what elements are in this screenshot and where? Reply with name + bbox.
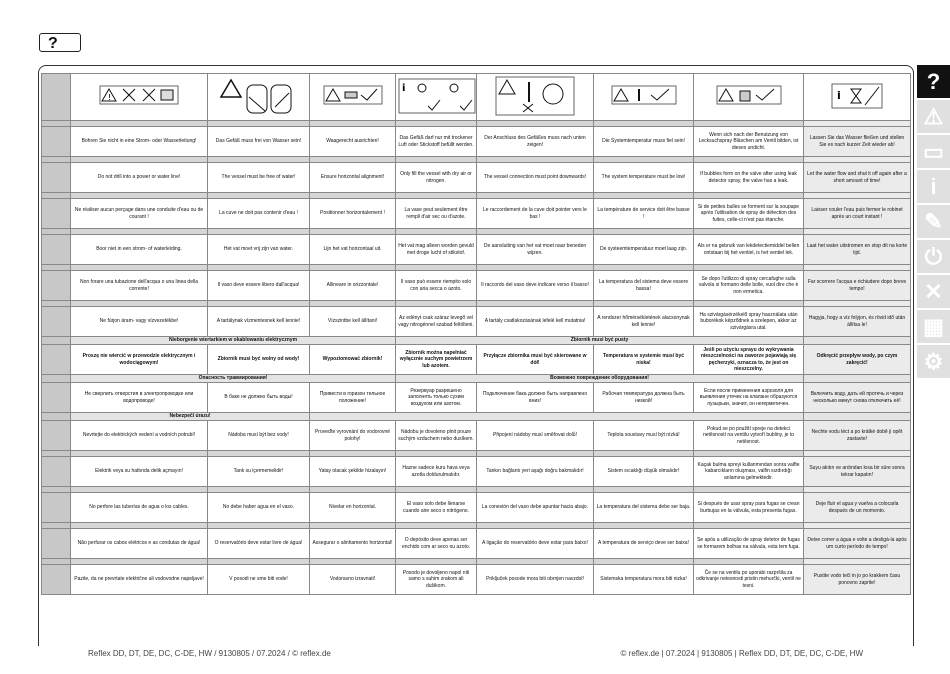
fill-gas-icon-cell (396, 74, 477, 121)
gutter (42, 345, 71, 375)
table-cell: Не сверлить отверстия в электропроводке или водопроводе! (71, 383, 208, 413)
leak-detector-spray-icon (716, 85, 782, 107)
table-cell: Nivelar en horizontal. (310, 493, 396, 523)
table-cell: Lassen Sie das Wasser fließen und stellen Sie es nach kurzer Zeit wieder ab! (804, 127, 911, 157)
table-cell: Připojení nádoby musí směřovat dolů! (477, 421, 594, 451)
gutter (42, 307, 71, 337)
table-cell: Jeśli po użyciu sprayu do wykrywania nieszczelności na zaworze pojawiają się pęcherzyki, oznacza to, że jest on nieszczelny. (694, 345, 804, 375)
table-row (42, 163, 911, 193)
table-cell: Lijn het vat horizontaal uit. (310, 235, 396, 265)
table-cell: Sistemska temperatura mora biti nizka! (594, 565, 694, 595)
empty-vessel-icon-cell (208, 74, 310, 121)
table-cell: Przyłącze zbiornika musi być skierowane w dół! (477, 345, 594, 375)
level-icon-cell (310, 74, 396, 121)
table-cell: O depósito deve apenas ser enchido com ar seco ou azoto. (396, 529, 477, 559)
table-cell: Laisser couler l'eau puis fermer le robinet après un court instant ! (804, 199, 911, 229)
table-cell: Als er na gebruik van lekdetectiemiddel bellen ontstaan bij het ventiel, is het ventiel lek. (694, 235, 804, 265)
water-flow-icon-cell (804, 74, 911, 121)
damage-warning-label (310, 413, 804, 421)
table-cell: Allineare in orizzontale! (310, 271, 396, 301)
table-cell: Nechte vodu téct a po krátké době ji opět zastavte! (804, 421, 911, 451)
table-cell: Se dopo l'utilizzo di spray cercafughe sulla valvola si formano delle bolle, vuol dire che è non ermetica. (694, 271, 804, 301)
table-cell: Proszę nie wiercić w przewodzie elektrycznym i wodociągowym! (71, 345, 208, 375)
table-cell: La cuve ne doit pas contenir d'eau ! (208, 199, 310, 229)
gutter (42, 271, 71, 301)
question-badge: ? (39, 33, 81, 52)
table-cell: В баке не должно быть воды! (208, 383, 310, 413)
table-cell: Only fill the vessel with dry air or nitrogen. (396, 163, 477, 193)
table-row (42, 235, 911, 265)
table-cell: Posodo je dovoljeno napol niti samo s suhim zrakom ali dušikom. (396, 565, 477, 595)
table-cell: Hagyja, hogy a víz folyjon, és rövid idő után állítsa le! (804, 307, 911, 337)
svg-text:i: i (837, 88, 841, 102)
water-flow-timer-icon (831, 83, 883, 109)
table-cell: Far scorrere l'acqua e richiudere dopo breve tempo! (804, 271, 911, 301)
table-row (42, 271, 911, 301)
table-row (42, 421, 911, 451)
table-cell: La conexión del vaso debe apuntar hacia abajo. (477, 493, 594, 523)
table-cell: Включить воду, дать ей протечь и через несколько минут снова отключить её! (804, 383, 911, 413)
gutter (42, 337, 71, 345)
table-cell: Suyu akıtın ve ardından kısa bir süre sonra tekrar kapatın! (804, 457, 911, 487)
table-row (42, 307, 911, 337)
table-row (42, 345, 911, 375)
table-cell: Assegurar o alinhamento horizontal! (310, 529, 396, 559)
table-cell: If bubbles form on the valve after using leak detector spray, the valve has a leak. (694, 163, 804, 193)
table-cell: Nádobu je dovoleno plnit pouze suchým vzduchem nebo dusíkem. (396, 421, 477, 451)
table-cell: Se após a utilização de spray detetor de fugas se formarem bolhas na válvula, esta tem fuga. (694, 529, 804, 559)
gutter (42, 235, 71, 265)
table-cell: A tartálynak vízmentesnek kell lennie! (208, 307, 310, 337)
gutter (42, 163, 71, 193)
table-cell: Рабочая температура должна быть низкой! (594, 383, 694, 413)
table-cell: Priključek posode mora biti obrnjen navzdol! (477, 565, 594, 595)
table-cell: La température de service doit être basse ! (594, 199, 694, 229)
table-cell: Boor niet in een strom- of waterleiding. (71, 235, 208, 265)
table-cell: Pazite, da ne prevrtate električne ali vodovodne napeljave! (71, 565, 208, 595)
gutter (42, 421, 71, 451)
table-cell: Hazne sadece kuru hava veya azotla doldurulmalıdır. (396, 457, 477, 487)
table-cell: La temperatura del sistema debe ser baja. (594, 493, 694, 523)
table-cell: Il vaso deve essere libero dall'acqua! (208, 271, 310, 301)
gutter (42, 529, 71, 559)
table-cell: Deixe correr a água e volte a desligá-la após um curto período de tempo! (804, 529, 911, 559)
label-cell (804, 375, 911, 383)
table-cell: Waagerecht ausrichten! (310, 127, 396, 157)
table-cell: Der Anschluss des Gefäßes muss nach unten zeigen! (477, 127, 594, 157)
warning-icon[interactable]: ⚠ (917, 100, 950, 133)
wrench-icon[interactable]: ✎ (917, 205, 950, 238)
gutter (42, 74, 71, 121)
gutter (42, 413, 71, 421)
table-cell: Die Systemtemperatur muss fiel sein! (594, 127, 694, 157)
table-cell: El vaso solo debe llenarse cuando aire seco o nitrógeno. (396, 493, 477, 523)
table-cell: Il raccordo del vaso deve indicare verso il basso! (477, 271, 594, 301)
table-cell: Het vat mag alleen worden gevuld met droge lucht of stikstof. (396, 235, 477, 265)
table-row (42, 383, 911, 413)
svg-text:!: ! (108, 92, 112, 102)
connection-down-icon (495, 76, 575, 116)
table-cell: Ne réaliser aucun perçage dans une conduite d'eau ou de courant ! (71, 199, 208, 229)
table-cell: Привести в горизон тельное положение! (310, 383, 396, 413)
table-cell: A tartály csatlakozásának lefelé kell mutatnia! (477, 307, 594, 337)
table-cell: Ha szivárgásérzékelő spray használata után buborékok képződnek a szelepen, akkor az szivárgásra utal. (694, 307, 804, 337)
table-cell: Nevrtejte do elektrických vedení a vodních potrubí! (71, 421, 208, 451)
table-cell: Если после применения аэрозоля для выявления утечек на клапане образуются пузырьки, значит, он негерметичен. (694, 383, 804, 413)
table-cell: La temperatura del sistema deve essere bassa! (594, 271, 694, 301)
table-cell: Nádoba musí být bez vody! (208, 421, 310, 451)
table-cell: Temperatura w systemie musi być niska! (594, 345, 694, 375)
table-cell: A temperatura de serviço deve ser baixa! (594, 529, 694, 559)
gutter (42, 457, 71, 487)
warning-label-row (42, 375, 911, 383)
gutter (42, 493, 71, 523)
table-cell: Ensure horizontal alignment! (310, 163, 396, 193)
table-cell: Le raccordement de la cuve doit pointer vers le bas ! (477, 199, 594, 229)
table-cell: Deje fluir el agua y vuelva a colocarla después de un momento. (804, 493, 911, 523)
table-cell: Pokud se po použití spreje na detekci netěsností na ventilu vytvoří bubliny, je to netěsnost. (694, 421, 804, 451)
low-temperature-icon (611, 85, 677, 107)
injury-warning-label: Опасность травмирования! (71, 375, 396, 383)
empty-vessel-icon (219, 77, 299, 115)
safety-instructions-table (41, 73, 911, 595)
injury-warning-label: Nieborgenie wiertarkiem w okablowaniu elektrycznym (71, 337, 396, 345)
table-cell: Laat het water uitstromen en stop dit na korte tijd. (804, 235, 911, 265)
table-cell: The vessel must be free of water! (208, 163, 310, 193)
icon-header-row (42, 74, 911, 121)
table-cell: Das Gefäß darf nur mit trockener Luft oder Stickstoff befüllt werden. (396, 127, 477, 157)
label-cell (804, 337, 911, 345)
table-row (42, 457, 911, 487)
info-icon[interactable]: i (917, 170, 950, 203)
injury-warning-label: Nebezpečí úrazu! (71, 413, 310, 421)
table-cell: Vodoravno izravnati! (310, 565, 396, 595)
recycle-bin-icon[interactable]: ▦ (917, 310, 950, 343)
table-cell: Het vat moet vrij zijn van water. (208, 235, 310, 265)
table-cell: Zbiornik musi być wolny od wody! (208, 345, 310, 375)
table-cell: La vase peut seulement être rempli d'air sec ou d'azote. (396, 199, 477, 229)
drill-line-warning-icon (99, 85, 179, 107)
gutter (42, 383, 71, 413)
gear-person-icon[interactable]: ⚙ (917, 345, 950, 378)
table-cell: Wenn sich nach der Benutzung von Lecksuchspray Bläschen am Ventil bilden, ist dieses undicht. (694, 127, 804, 157)
gutter (42, 375, 71, 383)
table-cell: Kaçak bulma spreyi kullanmından sonra valfte kabarcıkların oluşması, valfin sızdırdığı anlamına gelmektedir. (694, 457, 804, 487)
table-row (42, 565, 911, 595)
table-cell: A rendszer hőmérsékletének alacsonynak kell lennie! (594, 307, 694, 337)
table-cell: No perfore las tuberías de agua o los cables. (71, 493, 208, 523)
table-cell: O reservatório deve estar livre de água! (208, 529, 310, 559)
damage-warning-label: Zbiornik musi być pusty (396, 337, 804, 345)
table-cell: Odkręcić przepływ wody, po czym zakręcić! (804, 345, 911, 375)
svg-text:i: i (402, 82, 406, 94)
table-row (42, 529, 911, 559)
table-cell: Yatay olacak şekilde hizalayın! (310, 457, 396, 487)
table-cell: The system temperature must be low! (594, 163, 694, 193)
tools-icon[interactable]: ✕ (917, 275, 950, 308)
gutter (42, 199, 71, 229)
table-row (42, 127, 911, 157)
footer-left: Reflex DD, DT, DE, DC, C-DE, HW / 9130805 / 07.2024 / © reflex.de (88, 649, 331, 658)
table-cell: Ne fúrjon áram- vagy vízvezetékbe! (71, 307, 208, 337)
table-cell: Il vaso può essere riempito solo con aria secca o azoto. (396, 271, 477, 301)
table-cell: De systeemtemperatuur moet laag zijn. (594, 235, 694, 265)
table-cell: Das Gefäß muss frei von Wasser sein! (208, 127, 310, 157)
label-cell (804, 413, 911, 421)
temperature-icon-cell (594, 74, 694, 121)
table-cell: Vízszintbe kell állítani! (310, 307, 396, 337)
table-cell: Si de petites bulles se forment sur la soupape après l'utilisation de spray de détection des fuites, celle-ci n'est pas étanche. (694, 199, 804, 229)
gutter (42, 565, 71, 595)
gutter (42, 127, 71, 157)
table-cell: Подключение бака должно быть направлено вниз! (477, 383, 594, 413)
warning-label-row (42, 337, 911, 345)
chapter-sidebar (917, 65, 950, 380)
table-cell: Pustite vodo teči in jo po krakkem času ponovno zaprite! (804, 565, 911, 595)
table-cell: V posodi ne sme biti vode! (208, 565, 310, 595)
table-cell: Non forare una tubazione dell'acqua o una linea della corrente! (71, 271, 208, 301)
table-cell: Tank su içermemelidir! (208, 457, 310, 487)
table-cell: Tankın bağlantı yeri aşağı doğru bakmalıdır! (477, 457, 594, 487)
table-cell: Si después de usar spray para fugas se crean burbujas en la válvula, esta presenta fugas. (694, 493, 804, 523)
table-cell: Positionner horizontalement ! (310, 199, 396, 229)
table-cell: Az edényt csak száraz levegő vel vagy nitrogénnel szabad feltölteni. (396, 307, 477, 337)
drill-warning-icon-cell (71, 74, 208, 121)
table-cell: Teplota soustavy musí být nízká! (594, 421, 694, 451)
connection-down-icon-cell (477, 74, 594, 121)
table-cell: A ligação do reservatório deve estar para baixo! (477, 529, 594, 559)
table-cell: Let the water flow and shut it off again after a short amount of time! (804, 163, 911, 193)
table-row (42, 493, 911, 523)
table-cell: Proveďte vyrovnání do vodorovné polohy! (310, 421, 396, 451)
table-cell: Do not drill into a power or water line! (71, 163, 208, 193)
table-cell: Não perfurar os cabos elétricos e as condutas de água! (71, 529, 208, 559)
table-cell: Če se na ventilu po uporabi razpršila za odkrivanje netesnosti pristin mehurčki, ventil ne tesni. (694, 565, 804, 595)
table-cell: Elektrik veya su hattında delik açmayın! (71, 457, 208, 487)
bin-icon[interactable]: ▭ (917, 135, 950, 168)
table-cell: Резервуар разрешено заполнять только сухим воздухом или азотом. (396, 383, 477, 413)
table-cell: No debe haber agua en el vaso. (208, 493, 310, 523)
table-row (42, 199, 911, 229)
table-cell: Zbiornik można napełniać wyłącznie suchym powietrzem lub azotem. (396, 345, 477, 375)
footer-right: © reflex.de | 07.2024 | 9130805 | Reflex DD, DT, DE, DC, C-DE, HW (620, 649, 863, 658)
table-cell: De aansluiting van het vat moet naar beneden wijzen. (477, 235, 594, 265)
table-cell: Bohren Sie nicht in eine Strom- oder Wasserleitung! (71, 127, 208, 157)
question-icon[interactable]: ? (917, 65, 950, 98)
warning-label-row (42, 413, 911, 421)
power-icon[interactable]: ⏻ (917, 240, 950, 273)
horizontal-align-icon (323, 85, 383, 107)
damage-warning-label: Возможно повреждение оборудования! (396, 375, 804, 383)
table-cell: The vessel connection must point downwards! (477, 163, 594, 193)
table-cell: Sistem sıcaklığı düşük olmalıdır! (594, 457, 694, 487)
fill-dry-air-icon (398, 78, 476, 114)
table-cell: Wypoziomować zbiornik! (310, 345, 396, 375)
leak-spray-icon-cell (694, 74, 804, 121)
